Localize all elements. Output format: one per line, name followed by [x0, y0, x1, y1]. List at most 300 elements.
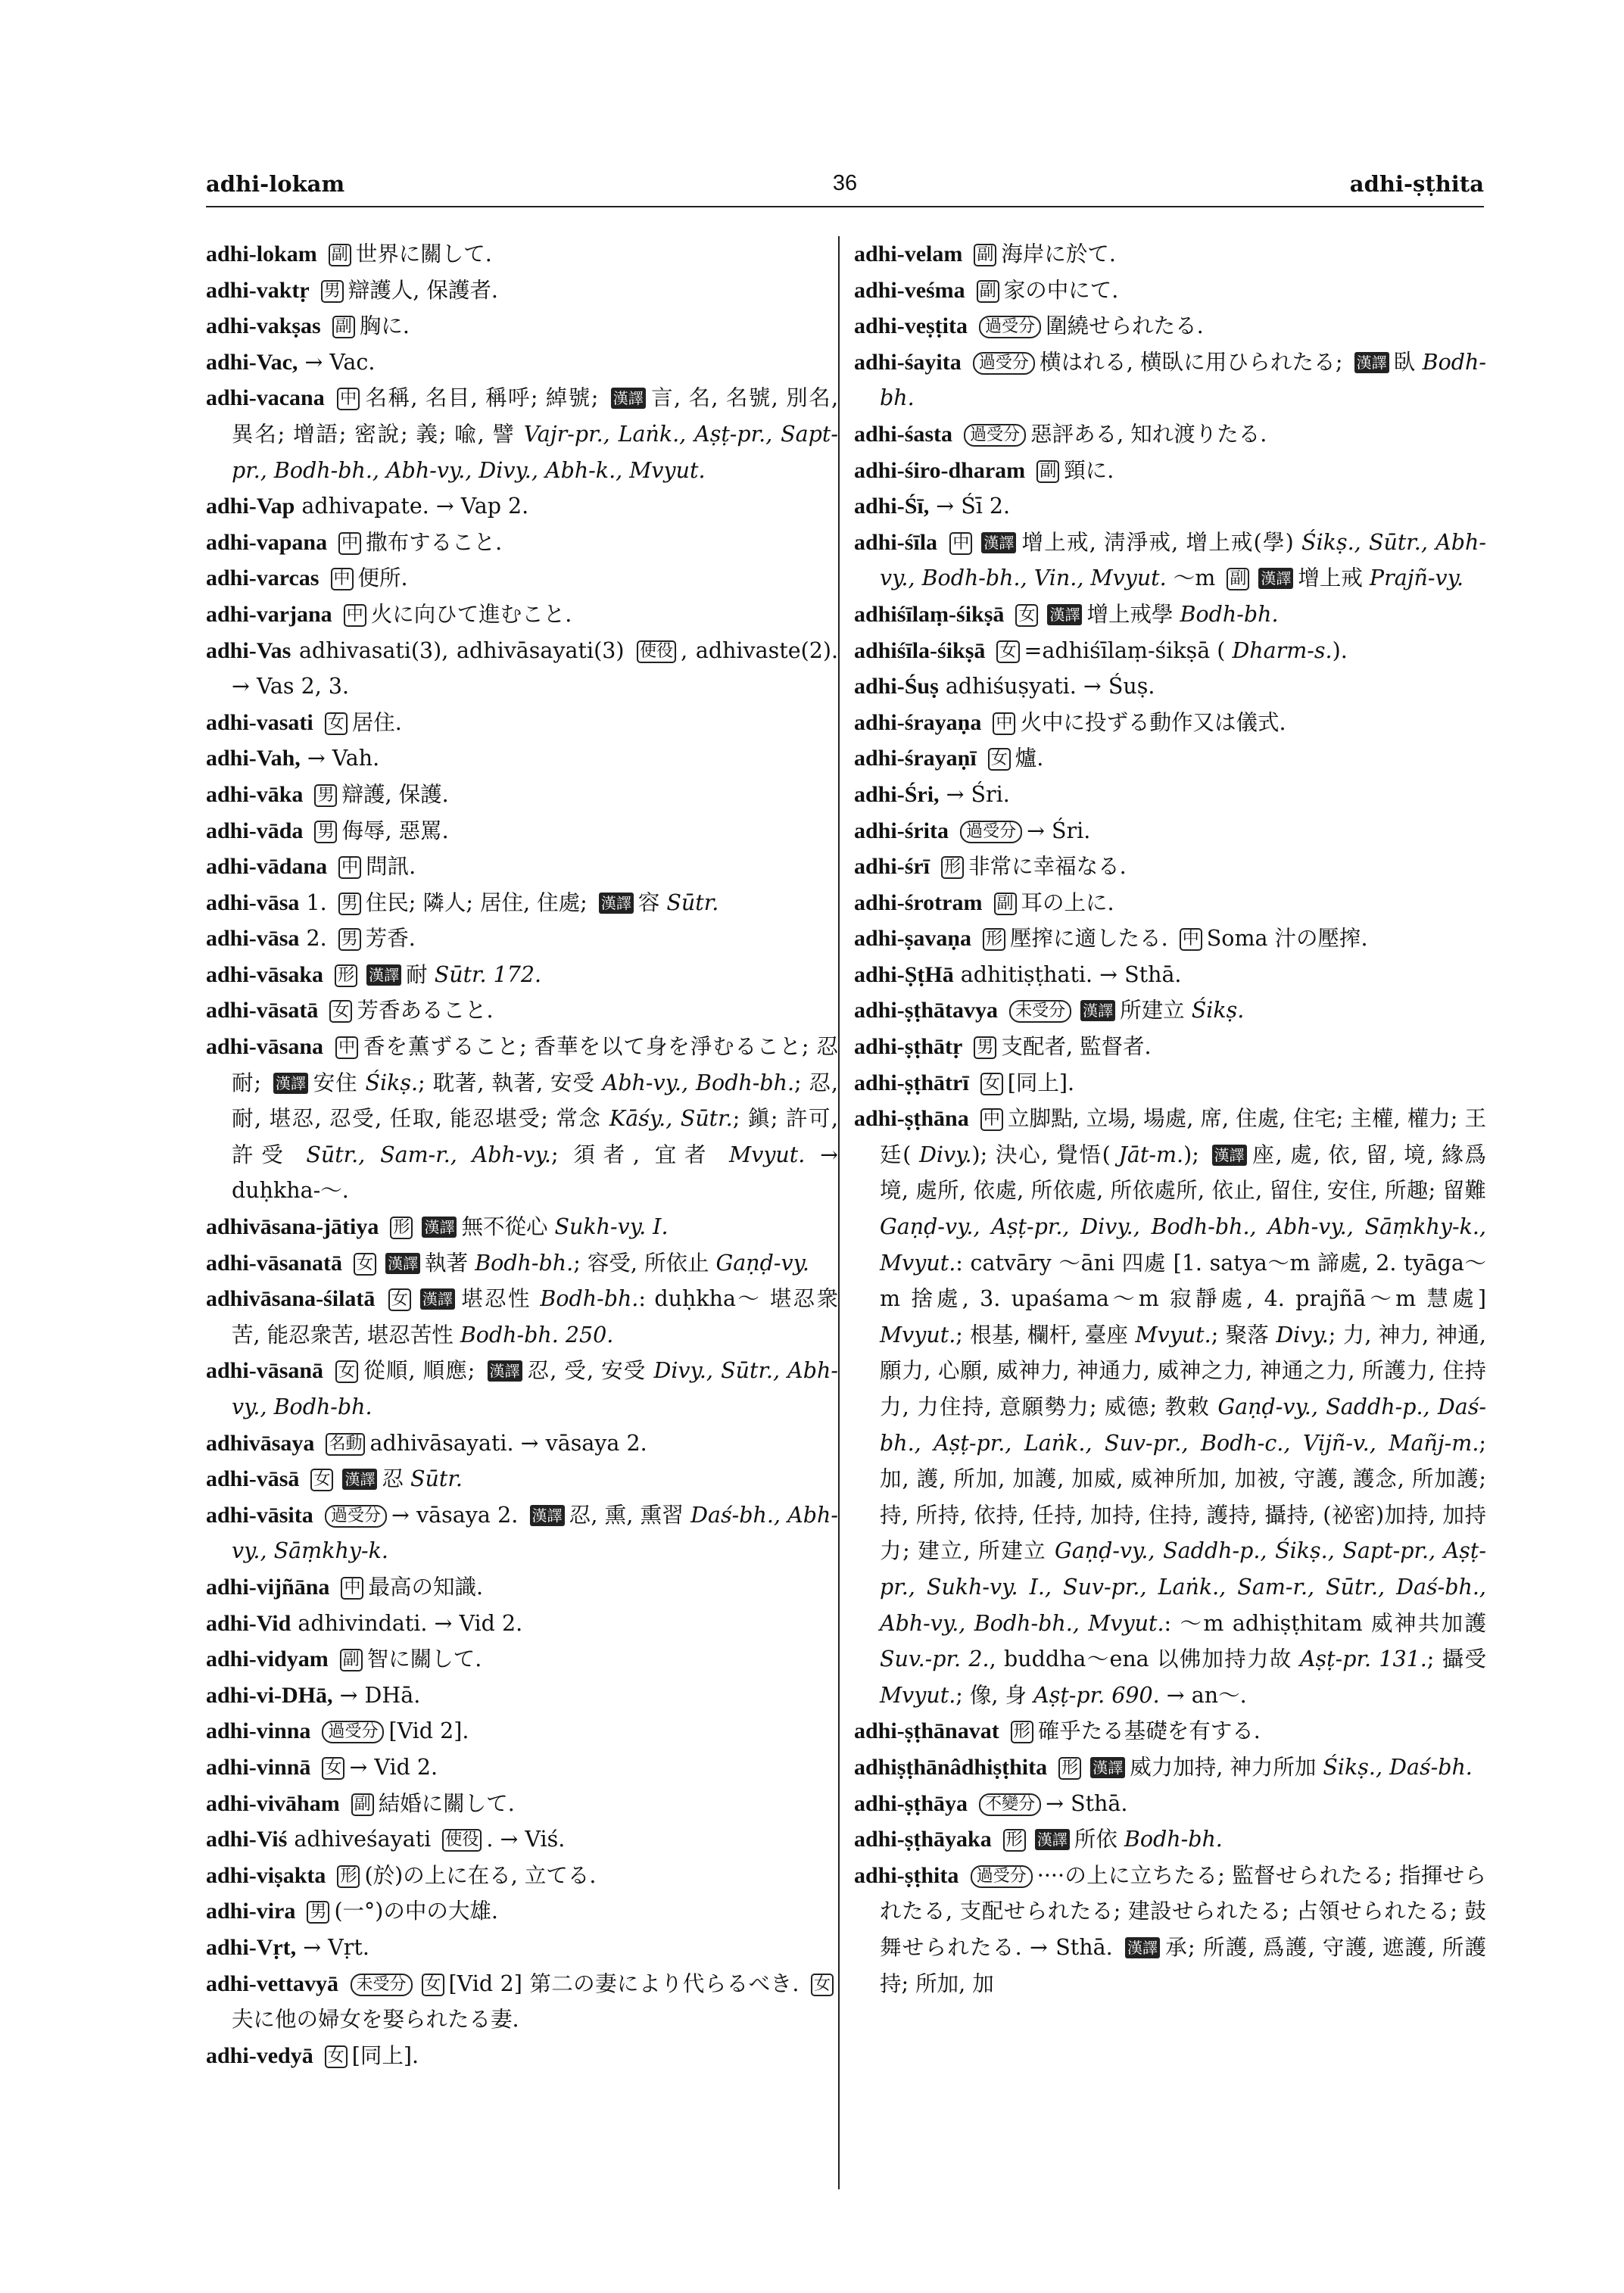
- headword: adhi-Vac,: [206, 349, 298, 375]
- headword: adhi-vāsa: [206, 926, 300, 952]
- source-citation: Mvyut.: [729, 1142, 806, 1167]
- headword: adhi-Vid: [206, 1610, 291, 1636]
- definition-text: 支配者, 監督者.: [1001, 1034, 1152, 1060]
- source-citation: Bodh-bh.: [1124, 1827, 1223, 1852]
- definition-text: 名稱, 名目, 稱呼; 綽號;: [364, 385, 606, 411]
- dictionary-entry: [854, 921, 1486, 957]
- dictionary-entry: [206, 1281, 838, 1353]
- grammar-tag: 中: [331, 568, 354, 590]
- dictionary-entry: [206, 560, 838, 597]
- dictionary-entry: [206, 1930, 838, 1966]
- headword: adhi-vijñāna: [206, 1574, 330, 1600]
- running-header: [206, 171, 1484, 207]
- kanyaku-badge: 漢譯: [366, 964, 401, 986]
- headword: adhi-śiro-dharam: [854, 457, 1026, 483]
- definition-text: 芳香.: [365, 926, 416, 952]
- dictionary-entry: [854, 344, 1486, 416]
- source-citation: Sūtr., Sam-r., Abh-vy.: [306, 1142, 551, 1167]
- source-citation: Jāt-m.: [1118, 1142, 1184, 1167]
- headword: adhi-śrayaṇa: [854, 709, 982, 735]
- dictionary-entry: [206, 1029, 838, 1209]
- grammar-tag: 女: [980, 1073, 1003, 1095]
- kanyaku-badge: 漢譯: [385, 1253, 420, 1274]
- headword: adhi-vasati: [206, 709, 313, 735]
- grammar-tag: 使役: [442, 1829, 482, 1852]
- kanyaku-badge: 漢譯: [420, 1288, 455, 1310]
- source-citation: Dharm-s.: [1232, 637, 1333, 663]
- headword: adhi-vaktṛ: [206, 277, 310, 303]
- dictionary-entry: [206, 849, 838, 885]
- kanyaku-badge: 漢譯: [342, 1469, 377, 1490]
- right-column: [854, 236, 1486, 2002]
- headword: adhi-vi-DHā,: [206, 1682, 333, 1708]
- grammar-tag: 形: [335, 964, 357, 987]
- definition-text: ; 力, 神力, 神通, 願力, 心願, 威神力, 神通力, 威神之力, 神通之力, 所護力, 住持力, 力住持, 意願勢力; 威德; 教敕: [880, 1322, 1486, 1419]
- dictionary-entry: [206, 885, 838, 921]
- source-citation: Vajr-pr., Laṅk., Aṣṭ-pr., Sapt-pr., Bodh-bh., Abh-vy., Divy., Abh-k., Mvyut.: [232, 421, 839, 483]
- dictionary-entry: [854, 1786, 1486, 1822]
- definition-text: 爐.: [1015, 746, 1044, 771]
- dictionary-entry: [206, 1893, 838, 1930]
- dictionary-entry: [206, 1606, 838, 1642]
- definition-text: 圍繞せられたる.: [1046, 313, 1204, 339]
- definition-text: ; 容受, 所依止: [573, 1250, 716, 1276]
- dictionary-entry: [206, 921, 838, 957]
- definition-text: 忍, 受, 安受: [526, 1358, 654, 1384]
- grammar-tag: 形: [390, 1217, 413, 1239]
- definition-text: . → Viś.: [486, 1827, 566, 1852]
- grammar-tag: 副: [340, 1649, 363, 1671]
- headword: adhi-ṣṭhānavat: [854, 1718, 999, 1744]
- dictionary-entry: [206, 597, 838, 633]
- definition-text: ); 決心, 覺悟(: [971, 1142, 1119, 1167]
- definition-text: ; 像, 身: [955, 1682, 1034, 1708]
- dictionary-entry: [854, 236, 1486, 273]
- definition-text: , buddha〜ena 以佛加持力故: [989, 1647, 1300, 1672]
- dictionary-entry: [206, 344, 838, 381]
- grammar-tag: 中: [338, 856, 361, 879]
- definition-text: → Vac.: [304, 349, 376, 375]
- definition-text: → duḥkha-〜.: [232, 1142, 839, 1204]
- grammar-tag: 女: [325, 712, 348, 735]
- headword: adhi-vedyā: [206, 2042, 313, 2068]
- grammar-tag: 過受分: [971, 1865, 1033, 1888]
- grammar-tag: 形: [941, 856, 964, 879]
- headword: adhi-vivāham: [206, 1790, 340, 1816]
- dictionary-entry: [206, 705, 838, 741]
- grammar-tag: 中: [993, 712, 1015, 735]
- definition-text: adhivindati. → Vid 2.: [298, 1610, 523, 1636]
- definition-text: ; 鎭; 許可, 許受: [232, 1106, 838, 1167]
- dictionary-entry: [854, 633, 1486, 669]
- source-citation: Bodh-bh. 250.: [460, 1322, 614, 1347]
- grammar-tag: 副: [1036, 460, 1059, 483]
- definition-text: ; 須者, 宜者: [550, 1142, 730, 1167]
- dictionary-entry: [206, 380, 838, 488]
- grammar-tag: 男: [338, 893, 361, 915]
- definition-text: );: [1183, 1142, 1208, 1167]
- definition-text: 夫に他の婦女を娶られたる妻.: [232, 2007, 519, 2033]
- headword: adhi-vāsana: [206, 1034, 324, 1060]
- headword: adhi-Śī,: [854, 494, 930, 519]
- kanyaku-badge: 漢譯: [1080, 1000, 1115, 1021]
- headword: adhi-vinna: [206, 1718, 311, 1744]
- definition-text: 堪忍性: [459, 1286, 541, 1312]
- dictionary-entry: [206, 1353, 838, 1425]
- grammar-tag: 形: [1011, 1721, 1033, 1743]
- definition-text: → Śī 2.: [936, 494, 1011, 519]
- kanyaku-badge: 漢譯: [273, 1073, 308, 1094]
- headword: adhi-vāsita: [206, 1502, 313, 1528]
- definition-text: ····の上に立ちたる; 監督せられたる; 指揮せられたる, 支配せられたる; 建設せられたる; 占領せられたる; 鼓舞せられたる. → Sthā.: [880, 1862, 1487, 1960]
- definition-text: 1.: [306, 889, 334, 915]
- grammar-tag: 女: [422, 1974, 444, 1996]
- headword: adhi-vidyam: [206, 1647, 329, 1672]
- kanyaku-badge: 漢譯: [1047, 604, 1082, 625]
- grammar-tag: 過受分: [960, 821, 1022, 843]
- grammar-tag: 中: [1180, 928, 1202, 951]
- left-guide-word: adhi-lokam: [206, 171, 345, 197]
- source-citation: Bodh-bh.: [1180, 601, 1279, 627]
- dictionary-entry: [854, 1821, 1486, 1858]
- dictionary-entry: [854, 740, 1486, 777]
- definition-text: 最高の知識.: [368, 1574, 484, 1600]
- left-column: [206, 236, 838, 2073]
- definition-text: → an〜.: [1159, 1682, 1247, 1708]
- headword: adhi-vāsā: [206, 1466, 300, 1492]
- definition-text: 立脚點, 立場, 場處, 席, 住處, 住宅; 主權, 權力; 王廷(: [880, 1106, 1486, 1167]
- headword: adhi-ṣṭhātṛ: [854, 1034, 963, 1060]
- headword: adhivāsana-jātiya: [206, 1214, 379, 1240]
- kanyaku-badge: 漢譯: [1212, 1145, 1247, 1166]
- headword: adhivāsaya: [206, 1430, 315, 1456]
- dictionary-entry: [206, 273, 838, 309]
- grammar-tag: 女: [310, 1469, 333, 1491]
- definition-text: → DHā.: [339, 1682, 421, 1708]
- definition-text: 所依: [1074, 1827, 1124, 1852]
- dictionary-entry: [854, 1029, 1486, 1065]
- grammar-tag: 女: [988, 748, 1011, 771]
- definition-text: → Vṛt.: [303, 1934, 369, 1960]
- definition-text: ; 聚落: [1211, 1322, 1276, 1347]
- grammar-tag: 形: [983, 928, 1005, 951]
- dictionary-entry: [206, 992, 838, 1029]
- grammar-tag: 副: [994, 893, 1017, 915]
- headword: adhi-Vah,: [206, 746, 301, 771]
- headword: adhi-vira: [206, 1899, 296, 1924]
- headword: adhiśīla-śikṣā: [854, 637, 986, 663]
- headword: adhi-veśma: [854, 277, 965, 303]
- definition-text: 胸に.: [359, 313, 410, 339]
- definition-text: 耳の上に.: [1021, 889, 1114, 915]
- definition-text: [同上].: [1007, 1070, 1075, 1095]
- headword: adhi-ṣṭhāna: [854, 1106, 969, 1132]
- definition-text: : duḥkha〜 堪忍衆苦, 能忍衆苦, 堪忍苦性: [232, 1286, 839, 1347]
- definition-text: 承; 所護, 爲護, 守護, 遮護, 所護持; 所加, 加: [880, 1934, 1486, 1996]
- definition-text: 世界に關して.: [355, 241, 492, 266]
- source-citation: Śikṣ., Daś-bh.: [1323, 1754, 1473, 1780]
- source-citation: Gaṇḍ-vy., Saddh-p., Daś-bh., Aṣṭ-pr., Laṅk., Suv-pr., Bodh-c., Vijñ-v., Mañj-m.: [880, 1394, 1487, 1456]
- definition-text: 2.: [306, 926, 334, 952]
- dictionary-entry: [854, 705, 1486, 741]
- definition-text: 容: [637, 889, 667, 915]
- dictionary-entry: [854, 849, 1486, 885]
- source-citation: Śikṣ., Sūtr., Abh-vy., Bodh-bh., Vin., Mvyut.: [880, 529, 1486, 591]
- grammar-tag: 過受分: [979, 316, 1041, 338]
- headword: adhi-vāka: [206, 781, 304, 807]
- definition-text: 撒布すること.: [366, 529, 503, 555]
- definition-text: 居住.: [351, 709, 402, 735]
- headword: adhi-velam: [854, 241, 963, 266]
- definition-text: ; 根基, 欄杆, 臺座: [955, 1322, 1136, 1347]
- grammar-tag: 過受分: [973, 352, 1035, 375]
- kanyaku-badge: 漢譯: [1035, 1829, 1070, 1850]
- definition-text: → Śri.: [1027, 818, 1091, 843]
- source-citation: Aṣṭ-pr. 131.: [1299, 1647, 1427, 1672]
- kanyaku-badge: 漢譯: [488, 1360, 522, 1382]
- headword: adhi-śrī: [854, 854, 930, 880]
- grammar-tag: 使役: [637, 640, 676, 663]
- dictionary-entry: [206, 1425, 838, 1462]
- grammar-tag: 副: [351, 1793, 374, 1816]
- source-citation: Kāśy., Sūtr.: [609, 1106, 733, 1132]
- dictionary-entry: [206, 813, 838, 849]
- definition-text: → Sthā.: [1046, 1790, 1128, 1816]
- dictionary-entry: [206, 1641, 838, 1678]
- definition-text: → Śri.: [946, 781, 1010, 807]
- definition-text: 從順, 順應;: [363, 1358, 483, 1384]
- headword: adhi-vāsaka: [206, 961, 324, 987]
- definition-text: [同上].: [351, 2042, 419, 2068]
- source-citation: Bodh-bh.: [540, 1286, 639, 1312]
- headword: adhi-ṣavaṇa: [854, 926, 972, 952]
- source-citation: Mvyut.: [1135, 1322, 1211, 1347]
- grammar-tag: 中: [338, 532, 361, 555]
- definition-text: 辯護人, 保護者.: [348, 277, 498, 303]
- grammar-tag: 男: [314, 784, 337, 807]
- grammar-tag: 未受分: [1009, 1000, 1071, 1023]
- definition-text: (一°)の中の大雄.: [334, 1899, 498, 1924]
- grammar-tag: 過受分: [322, 1721, 384, 1743]
- grammar-tag: 副: [1227, 568, 1249, 590]
- dictionary-entry: [854, 668, 1486, 705]
- grammar-tag: 中: [980, 1108, 1003, 1131]
- source-citation: Gaṇḍ-vy., Aṣṭ-pr., Divy., Bodh-bh., Abh-vy., Sāṃkhy-k., Mvyut.: [880, 1214, 1486, 1276]
- dictionary-entry: [854, 1749, 1486, 1786]
- definition-text: 執著: [425, 1250, 475, 1276]
- definition-text: 惡評ある, 知れ渡りたる.: [1030, 421, 1267, 447]
- source-citation: Śikṣ.: [365, 1070, 419, 1095]
- headword: adhi-vinnā: [206, 1754, 311, 1780]
- headword: adhi-vāsanatā: [206, 1250, 343, 1276]
- definition-text: 智に關して.: [366, 1647, 482, 1672]
- grammar-tag: 形: [1003, 1829, 1026, 1852]
- grammar-tag: 女: [335, 1360, 358, 1383]
- source-citation: Aṣṭ-pr. 690.: [1033, 1682, 1160, 1708]
- source-citation: Mvyut.: [880, 1682, 956, 1708]
- headword: adhi-Vap: [206, 494, 295, 519]
- definition-text: 安住: [312, 1070, 366, 1095]
- dictionary-entry: [206, 236, 838, 273]
- definition-text: 火中に投ずる動作又は儀式.: [1020, 709, 1286, 735]
- dictionary-entry: [854, 597, 1486, 633]
- definition-text: 侮辱, 惡罵.: [341, 818, 449, 843]
- dictionary-entry: [854, 957, 1486, 993]
- dictionary-entry: [206, 488, 838, 525]
- headword: adhi-śrotram: [854, 889, 983, 915]
- source-citation: Sūtr. 172.: [434, 961, 542, 987]
- headword: adhi-vettavyā: [206, 1971, 338, 1996]
- headword: adhi-vacana: [206, 385, 325, 411]
- definition-text: → Vah.: [307, 746, 380, 771]
- definition-text: ; 耽著, 執著, 安受: [418, 1070, 603, 1095]
- definition-text: [Vid 2].: [388, 1718, 469, 1744]
- dictionary-entry: [206, 1786, 838, 1822]
- source-citation: Bodh-bh.: [475, 1250, 574, 1276]
- definition-text: 火に向ひて進むこと.: [370, 601, 572, 627]
- headword: adhi-varcas: [206, 565, 320, 591]
- definition-text: 確乎たる基礎を有する.: [1037, 1718, 1261, 1744]
- grammar-tag: 中: [949, 532, 972, 555]
- grammar-tag: 男: [307, 1901, 329, 1924]
- dictionary-entry: [206, 2038, 838, 2074]
- source-citation: Sukh-vy. I.: [554, 1214, 669, 1240]
- headword: adhi-śīla: [854, 529, 938, 555]
- source-citation: Bodh-bh.: [880, 349, 1487, 411]
- headword: adhi-ṣṭhātrī: [854, 1070, 969, 1095]
- dictionary-entry: [206, 1245, 838, 1282]
- dictionary-entry: [206, 1209, 838, 1245]
- definition-text: 頸に.: [1064, 457, 1114, 483]
- headword: adhiṣṭhānâdhiṣṭhita: [854, 1754, 1048, 1780]
- dictionary-entry: [854, 992, 1486, 1029]
- dictionary-entry: [206, 1461, 838, 1497]
- dictionary-entry: [206, 1678, 838, 1714]
- definition-text: → Vid 2.: [349, 1754, 438, 1780]
- dictionary-entry: [854, 777, 1486, 813]
- grammar-tag: 不變分: [979, 1793, 1041, 1816]
- headword: adhi-viṣakta: [206, 1862, 326, 1888]
- dictionary-entry: [206, 1713, 838, 1749]
- source-citation: Daś-bh., Abh-vy., Sāṃkhy-k.: [232, 1502, 838, 1564]
- headword: adhi-Viś: [206, 1827, 288, 1852]
- source-citation: Sūtr.: [666, 889, 719, 915]
- definition-text: ).: [1332, 637, 1348, 663]
- definition-text: ; 加, 護, 所加, 加護, 加威, 威神所加, 加被, 守護, 護念, 所加護; 持, 所持, 依持, 任持, 加持, 住持, 護持, 攝持, (祕密)加持, 加持力; 建立, 所建立: [880, 1430, 1486, 1564]
- grammar-tag: 中: [337, 388, 360, 410]
- headword: adhi-vapana: [206, 529, 328, 555]
- headword: adhiśīlaṃ-śikṣā: [854, 601, 1005, 627]
- dictionary-entry: [206, 525, 838, 561]
- headword: adhi-śasta: [854, 421, 953, 447]
- definition-text: =adhiśīlaṃ-śikṣā (: [1024, 637, 1233, 663]
- grammar-tag: 男: [974, 1036, 996, 1059]
- definition-text: 住民; 隣人; 居住, 住處;: [365, 889, 594, 915]
- grammar-tag: 中: [344, 604, 366, 627]
- headword: adhi-vāda: [206, 818, 304, 843]
- source-citation: Abh-vy., Bodh-bh.: [602, 1070, 795, 1095]
- definition-text: adhivasati(3), adhivāsayati(3): [298, 637, 633, 663]
- definition-text: 香を薫ずること; 香華を以て身を淨むること; 忍耐;: [232, 1034, 838, 1095]
- definition-text: 臥: [1393, 349, 1423, 375]
- definition-text: 壓搾に適したる.: [1010, 926, 1175, 952]
- headword: adhivāsana-śilatā: [206, 1286, 376, 1312]
- headword: adhi-vādana: [206, 854, 328, 880]
- page-number: 36: [832, 171, 858, 195]
- source-citation: Divy., Sūtr., Abh-vy., Bodh-bh.: [232, 1358, 838, 1419]
- headword: adhi-veṣṭita: [854, 313, 968, 339]
- grammar-tag: 形: [337, 1865, 360, 1888]
- dictionary-entry: [854, 1858, 1486, 2002]
- headword: adhi-śayita: [854, 349, 962, 375]
- dictionary-entry: [206, 1966, 838, 2038]
- source-citation: Divy.: [1276, 1322, 1329, 1347]
- source-citation: Gaṇḍ-vy.: [715, 1250, 809, 1276]
- headword: adhi-vakṣas: [206, 313, 321, 339]
- grammar-tag: 女: [811, 1974, 834, 1996]
- definition-text: 言, 名, 名號, 別名, 異名; 增語; 密說; 義; 喩, 譬: [232, 385, 839, 447]
- grammar-tag: 副: [974, 244, 996, 266]
- definition-text: 便所.: [357, 565, 408, 591]
- definition-text: adhitiṣṭhati. → Sthā.: [960, 961, 1182, 987]
- grammar-tag: 副: [977, 280, 999, 303]
- grammar-tag: 中: [341, 1577, 363, 1600]
- kanyaku-badge: 漢譯: [1090, 1757, 1125, 1778]
- grammar-tag: 女: [1015, 604, 1038, 627]
- dictionary-entry: [854, 1101, 1486, 1713]
- dictionary-entry: [854, 453, 1486, 489]
- definition-text: adhivapate. → Vap 2.: [301, 494, 529, 519]
- dictionary-entry: [854, 308, 1486, 344]
- headword: adhi-śrayaṇī: [854, 746, 977, 771]
- grammar-tag: 男: [321, 280, 344, 303]
- definition-text: adhiveśayati: [294, 1827, 438, 1852]
- headword: adhi-vāsa: [206, 889, 300, 915]
- source-citation: Divy.: [919, 1142, 972, 1167]
- definition-text: 忍: [382, 1466, 411, 1492]
- grammar-tag: 女: [329, 1000, 352, 1023]
- source-citation: Suv.-pr. 2.: [880, 1647, 990, 1672]
- definition-text: , adhivaste(2). → Vas 2, 3.: [232, 637, 839, 699]
- definition-text: 芳香あること.: [357, 998, 494, 1023]
- grammar-tag: 中: [335, 1036, 358, 1059]
- definition-text: 横はれる, 横臥に用ひられたる;: [1039, 349, 1350, 375]
- headword: adhi-śrita: [854, 818, 949, 843]
- grammar-tag: 形: [1058, 1757, 1081, 1780]
- grammar-tag: 過受分: [325, 1505, 387, 1528]
- headword: adhi-Śri,: [854, 781, 940, 807]
- headword: adhi-ṢṭHā: [854, 961, 954, 987]
- definition-text: 座, 處, 依, 留, 境, 緣爲境, 處所, 依處, 所依處, 所依處所, 依止, 留住, 安住, 所趣; 留難: [880, 1142, 1487, 1204]
- dictionary-entry: [854, 488, 1486, 525]
- headword: adhi-ṣṭhāya: [854, 1790, 968, 1816]
- headword: adhi-ṣṭhita: [854, 1862, 959, 1888]
- dictionary-entry: [206, 1497, 838, 1569]
- definition-text: ; 忍, 耐, 堪忍, 忍受, 任取, 能忍堪受; 常念: [232, 1070, 838, 1132]
- grammar-tag: 男: [338, 928, 361, 951]
- grammar-tag: 副: [332, 316, 355, 338]
- grammar-tag: 女: [996, 640, 1019, 663]
- dictionary-entry: [854, 416, 1486, 453]
- kanyaku-badge: 漢譯: [1258, 568, 1293, 589]
- definition-text: 結婚に關して.: [378, 1790, 515, 1816]
- dictionary-entry: [206, 777, 838, 813]
- definition-text: 增上戒: [1298, 565, 1370, 591]
- definition-text: 增上戒, 淸淨戒, 增上戒(學): [1021, 529, 1302, 555]
- definition-text: : 〜m adhiṣṭhitam 威神共加護: [1164, 1610, 1487, 1636]
- headword: adhi-vāsatā: [206, 998, 319, 1023]
- definition-text: 家の中にて.: [1003, 277, 1119, 303]
